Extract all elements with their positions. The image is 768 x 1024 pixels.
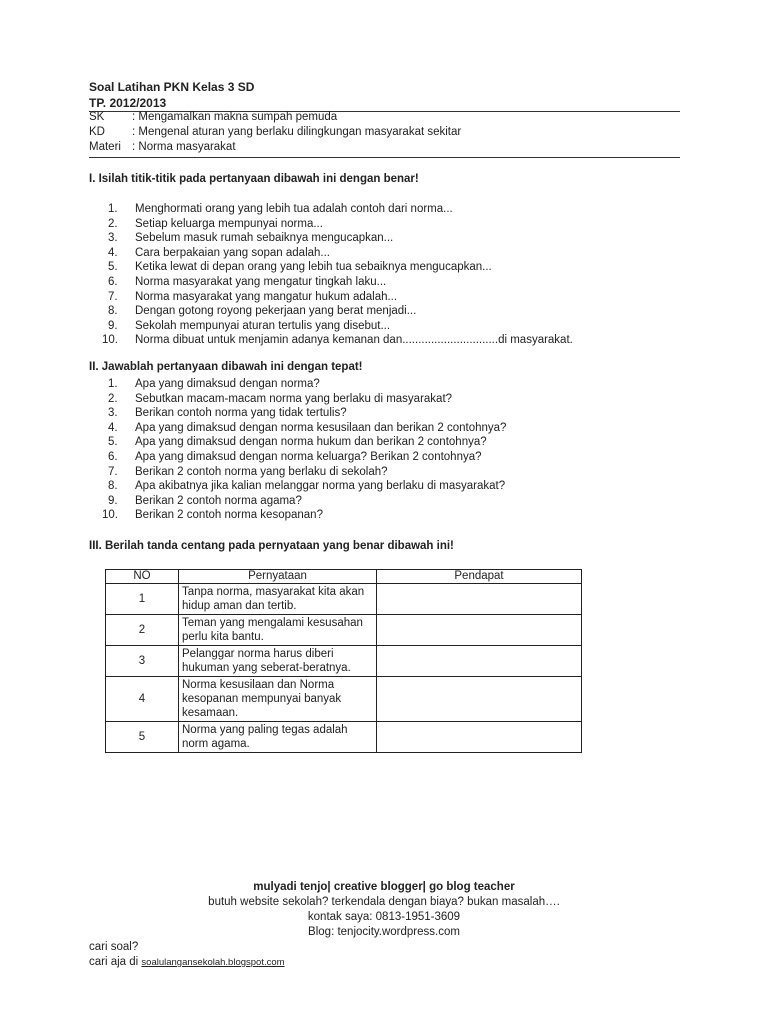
table-row bbox=[106, 722, 582, 753]
row-opinion-cell[interactable] bbox=[377, 646, 582, 677]
row-number: 4 bbox=[106, 677, 179, 722]
list-item: 3. Berikan contoh norma yang tidak tertulis? bbox=[108, 407, 347, 420]
table-header-row bbox=[106, 570, 582, 584]
row-number: 3 bbox=[106, 646, 179, 677]
table-row bbox=[106, 584, 582, 615]
meta-sk bbox=[89, 111, 337, 123]
divider-bottom bbox=[89, 157, 680, 158]
list-item: 5. Ketika lewat di depan orang yang lebih tua sebaiknya mengucapkan... bbox=[108, 261, 492, 274]
document-year: TP. 2012/2013 bbox=[89, 96, 167, 110]
list-item: 6. Apa yang dimaksud dengan norma keluarga? Berikan 2 contohnya? bbox=[108, 450, 482, 463]
column-header-no: NO bbox=[106, 570, 179, 584]
table-row bbox=[106, 677, 582, 722]
meta-label: KD bbox=[89, 126, 105, 138]
column-header-pendapat: Pendapat bbox=[377, 570, 582, 584]
row-opinion-cell[interactable] bbox=[377, 677, 582, 722]
row-number: 1 bbox=[106, 584, 179, 615]
list-item: 4. Cara berpakaian yang sopan adalah... bbox=[108, 246, 331, 259]
list-item: 10. Berikan 2 contoh norma kesopanan? bbox=[102, 509, 323, 522]
row-statement: Norma kesusilaan dan Norma kesopanan mempunyai banyak kesamaan. bbox=[179, 677, 377, 722]
row-number: 2 bbox=[106, 615, 179, 646]
statement-table bbox=[105, 569, 582, 753]
section1-list bbox=[102, 202, 573, 348]
row-number: 5 bbox=[106, 722, 179, 753]
footer-promo: butuh website sekolah? terkendala dengan biaya? bukan masalah…. bbox=[208, 896, 560, 908]
section2-list bbox=[102, 377, 507, 523]
list-item: 10. Norma dibuat untuk menjamin adanya kemanan dan..............................di masyarakat. bbox=[102, 334, 573, 347]
column-header-pernyataan: Pernyataan bbox=[179, 570, 377, 584]
footer-credit: mulyadi tenjo| creative blogger| go blog teacher bbox=[253, 881, 515, 893]
row-statement: Teman yang mengalami kesusahan perlu kita bantu. bbox=[179, 615, 377, 646]
list-item: 1. Apa yang dimaksud dengan norma? bbox=[108, 378, 320, 390]
footer-contact: kontak saya: 0813-1951-3609 bbox=[307, 911, 461, 923]
meta-value: : Mengenal aturan yang berlaku dilingkungan masyarakat sekitar bbox=[132, 126, 462, 138]
row-statement: Pelanggar norma harus diberi hukuman yang seberat-beratnya. bbox=[179, 646, 377, 677]
list-item: 3. Sebelum masuk rumah sebaiknya mengucapkan... bbox=[108, 232, 394, 245]
list-item: 7. Norma masyarakat yang mangatur hukum adalah... bbox=[108, 290, 398, 303]
blog-link[interactable]: soalulangansekolah.blogspot.com bbox=[141, 957, 285, 968]
meta-materi bbox=[89, 141, 236, 153]
document-title: Soal Latihan PKN Kelas 3 SD bbox=[89, 80, 255, 94]
row-statement: Tanpa norma, masyarakat kita akan hidup aman dan tertib. bbox=[179, 584, 377, 615]
cari-aja-prefix: cari aja di bbox=[89, 956, 142, 968]
row-statement: Norma yang paling tegas adalah norm agama. bbox=[179, 722, 377, 753]
table-row bbox=[106, 615, 582, 646]
section1-title: I. Isilah titik-titik pada pertanyaan dibawah ini dengan benar! bbox=[89, 173, 419, 185]
list-item: 8. Apa akibatnya jika kalian melanggar norma yang berlaku di masyarakat? bbox=[108, 480, 506, 493]
meta-label: Materi bbox=[89, 141, 121, 153]
list-item: 4. Apa yang dimaksud dengan norma kesusilaan dan berikan 2 contohnya? bbox=[108, 421, 507, 434]
section2-title: II. Jawablah pertanyaan dibawah ini dengan tepat! bbox=[89, 361, 363, 373]
list-item: 1. Menghormati orang yang lebih tua adalah contoh dari norma... bbox=[108, 203, 453, 215]
list-item: 2. Sebutkan macam-macam norma yang berlaku di masyarakat? bbox=[108, 392, 453, 405]
meta-label: SK bbox=[89, 111, 105, 123]
list-item: 6. Norma masyarakat yang mengatur tingkah laku... bbox=[108, 275, 387, 288]
list-item: 9. Sekolah mempunyai aturan tertulis yang disebut... bbox=[108, 319, 391, 332]
list-item: 9. Berikan 2 contoh norma agama? bbox=[108, 494, 302, 507]
cari-soal-text: cari soal? bbox=[89, 941, 139, 953]
section3-title: III. Berilah tanda centang pada pernyataan yang benar dibawah ini! bbox=[89, 540, 454, 552]
meta-value: : Mengamalkan makna sumpah pemuda bbox=[132, 111, 338, 123]
row-opinion-cell[interactable] bbox=[377, 722, 582, 753]
table-row bbox=[106, 646, 582, 677]
list-item: 2. Setiap keluarga mempunyai norma... bbox=[108, 217, 323, 230]
row-opinion-cell[interactable] bbox=[377, 584, 582, 615]
list-item: 5. Apa yang dimaksud dengan norma hukum dan berikan 2 contohnya? bbox=[108, 436, 487, 449]
meta-kd bbox=[89, 126, 461, 138]
list-item: 7. Berikan 2 contoh norma yang berlaku di sekolah? bbox=[108, 465, 388, 478]
cari-aja-line bbox=[89, 956, 285, 968]
row-opinion-cell[interactable] bbox=[377, 615, 582, 646]
list-item: 8. Dengan gotong royong pekerjaan yang berat menjadi... bbox=[108, 305, 417, 318]
meta-value: : Norma masyarakat bbox=[132, 141, 236, 153]
footer-blog: Blog: tenjocity.wordpress.com bbox=[308, 926, 460, 938]
